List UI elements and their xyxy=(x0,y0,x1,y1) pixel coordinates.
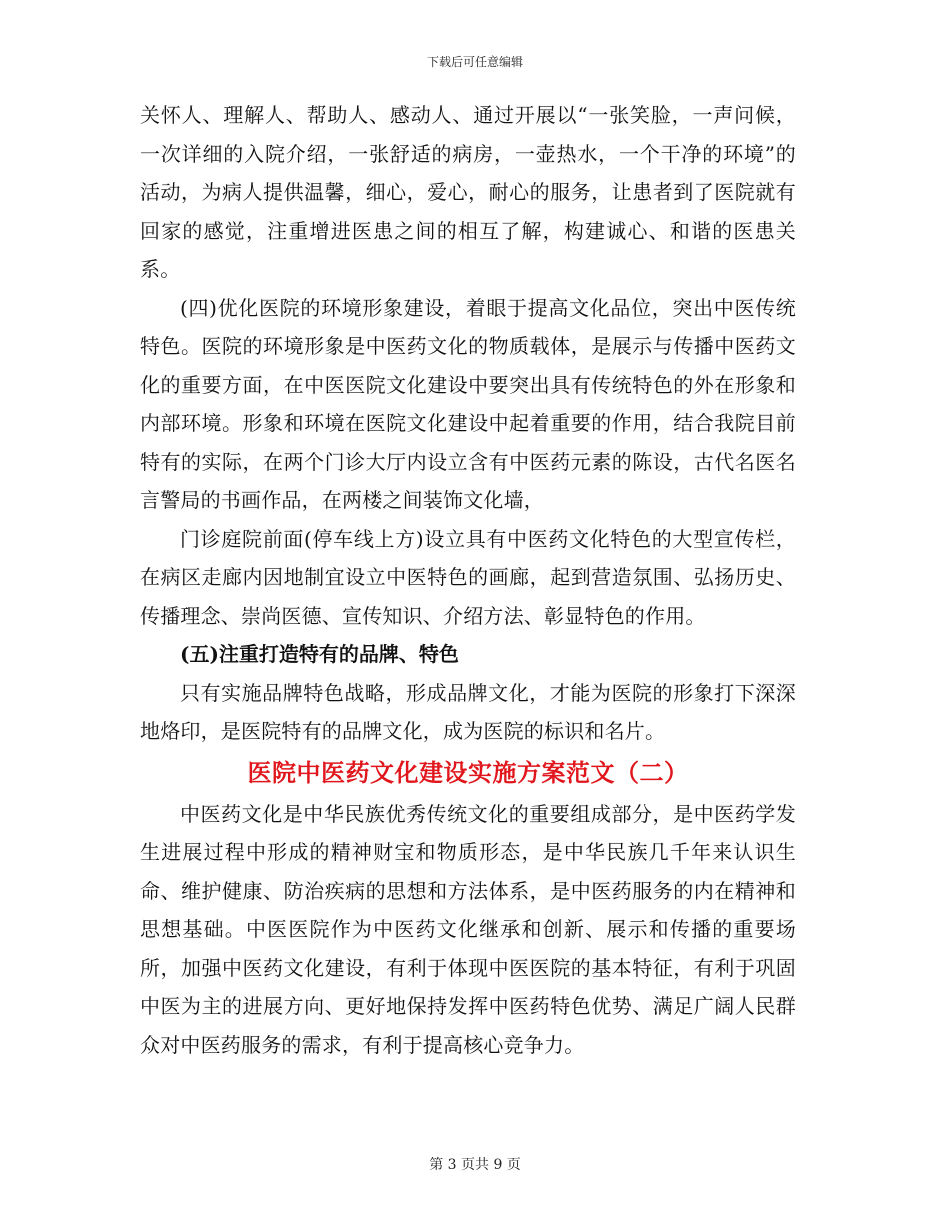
document-body xyxy=(140,96,796,1064)
section-heading-five: (五)注重打造特有的品牌、特色 xyxy=(180,642,459,666)
paragraph-brand-strategy: 只有实施品牌特色战略，形成品牌文化，才能为医院的形象打下深深地烙印，是医院特有的品牌文化，成为医院的标识和名片。 xyxy=(140,680,796,743)
paragraph-section-four: (四)优化医院的环境形象建设，着眼于提高文化品位，突出中医传统特色。医院的环境形象是中医药文化的物质载体，是展示与传播中医药文化的重要方面，在中医医院文化建设中要突出具有传统特色的外在形象和内部环境。形象和环境在医院文化建设中起着重要的作用，结合我院目前特有的实际，在两个门诊大厅内设立含有中医药元素的陈设，古代名医名言警局的书画作品，在两楼之间装饰文化墙， xyxy=(140,295,796,512)
page-number: 第 3 页共 9 页 xyxy=(429,1157,521,1173)
paragraph-culture-intro: 中医药文化是中华民族优秀传统文化的重要组成部分，是中医药学发生进展过程中形成的精神财宝和物质形态，是中华民族几千年来认识生命、维护健康、防治疾病的思想和方法体系，是中医药服务的内在精神和思想基础。中医医院作为中医药文化继承和创新、展示和传播的重要场所，加强中医药文化建设，有利于体现中医医院的基本特征，有利于巩固中医为主的进展方向、更好地保持发挥中医药特色优势、满足广阔人民群众对中医药服务的需求，有利于提高核心竞争力。 xyxy=(140,801,796,1057)
paragraph-clinic-courtyard: 门诊庭院前面(停车线上方)设立具有中医药文化特色的大型宣传栏，在病区走廊内因地制宜设立中医特色的画廊，起到营造氛围、弘扬历史、传播理念、崇尚医德、宣传知识、介绍方法、彰显特色的作用。 xyxy=(140,526,796,628)
paragraph-continuation: 关怀人、理解人、帮助人、感动人、通过开展以“一张笑脸，一声问候，一次详细的入院介绍，一张舒适的病房，一壶热水，一个干净的环境”的活动，为病人提供温馨，细心，爱心，耐心的服务，让患者到了医院就有回家的感觉，注重增进医患之间的相互了解，构建诚心、和谐的医患关系。 xyxy=(140,103,796,281)
document-title: 医院中医药文化建设实施方案范文（二） xyxy=(247,757,689,787)
page-header: 下载后可任意编辑 xyxy=(426,55,523,69)
